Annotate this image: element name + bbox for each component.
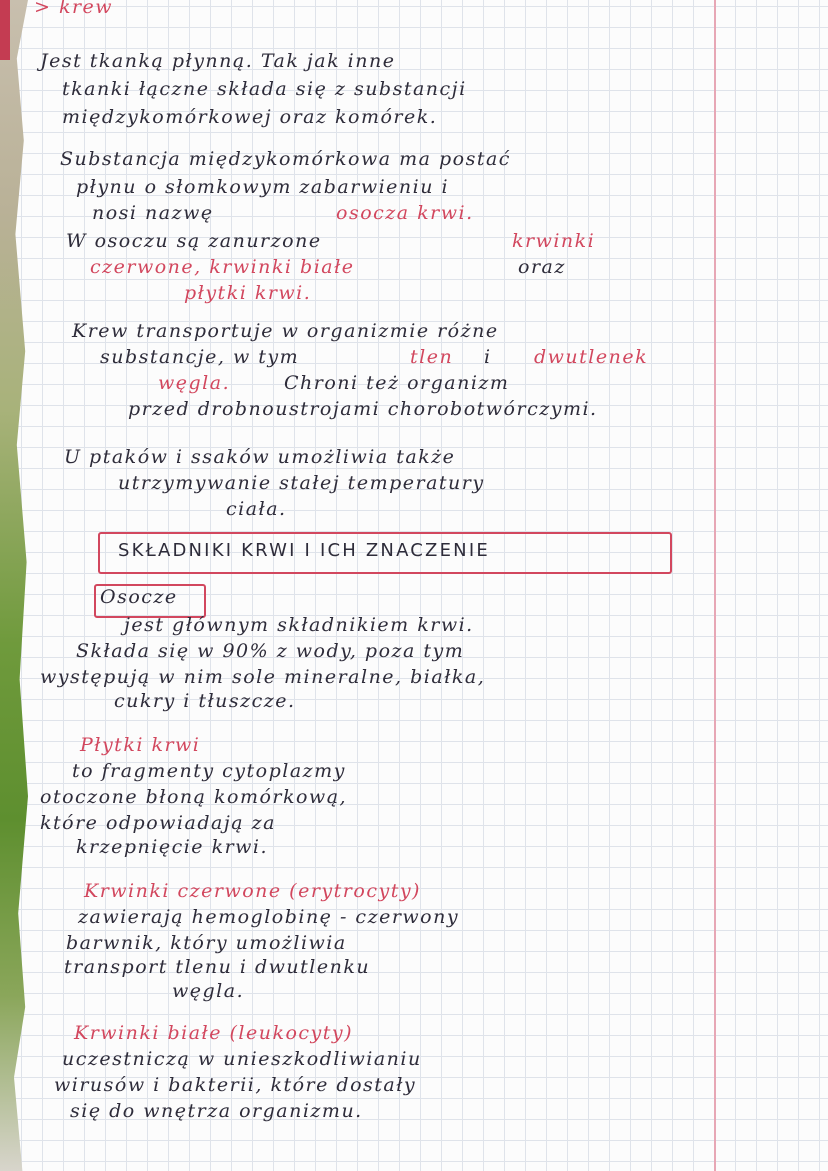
highlight-term: dwutlenek bbox=[534, 346, 649, 368]
text-line: płynu o słomkowym zabarwieniu i bbox=[76, 176, 450, 198]
highlight-term: tlen bbox=[410, 346, 454, 368]
text-line: W osoczu są zanurzone bbox=[66, 230, 322, 252]
text-line: utrzymywanie stałej temperatury bbox=[118, 472, 485, 494]
highlight-term: węgla. bbox=[158, 372, 231, 394]
subsection-title: Krwinki białe (leukocyty) bbox=[74, 1022, 354, 1044]
text-line: barwnik, który umożliwia bbox=[66, 932, 347, 954]
text-line: międzykomórkowej oraz komórek. bbox=[62, 106, 438, 128]
text-line: to fragmenty cytoplazmy bbox=[72, 760, 346, 782]
highlight-term: płytki krwi. bbox=[184, 282, 312, 304]
section-heading: SKŁADNIKI KRWI I ICH ZNACZENIE bbox=[118, 540, 490, 561]
text-line: U ptaków i ssaków umożliwia także bbox=[64, 446, 456, 468]
text-line: Substancja międzykomórkowa ma postać bbox=[60, 148, 511, 170]
text-line: i bbox=[484, 346, 492, 368]
page-tab bbox=[0, 0, 10, 60]
text-line: uczestniczą w unieszkodliwianiu bbox=[62, 1048, 422, 1070]
text-line: jest głównym składnikiem krwi. bbox=[124, 614, 474, 636]
text-line: zawierają hemoglobinę - czerwony bbox=[78, 906, 460, 928]
text-line: tkanki łączne składa się z substancji bbox=[62, 78, 467, 100]
text-line: substancje, w tym bbox=[100, 346, 300, 368]
text-line: Chroni też organizm bbox=[284, 372, 510, 394]
text-line: Krew transportuje w organizmie różne bbox=[72, 320, 499, 342]
text-line: wirusów i bakterii, które dostały bbox=[54, 1074, 417, 1096]
highlight-term: osocza krwi. bbox=[336, 202, 474, 224]
text-line: występują w nim sole mineralne, białka, bbox=[40, 666, 486, 688]
osocze-label: Osocze bbox=[100, 586, 178, 608]
page-title: > krew bbox=[34, 0, 114, 18]
text-line: krzepnięcie krwi. bbox=[76, 836, 269, 858]
text-line: oraz bbox=[518, 256, 566, 278]
text-line: które odpowiadają za bbox=[40, 812, 276, 834]
text-line: przed drobnoustrojami chorobotwórczymi. bbox=[128, 398, 598, 420]
text-line: nosi nazwę bbox=[92, 202, 214, 224]
text-line: cukry i tłuszcze. bbox=[114, 690, 296, 712]
text-line: otoczone błoną komórkową, bbox=[40, 786, 348, 808]
text-line: ciała. bbox=[226, 498, 287, 520]
highlight-term: czerwone, krwinki białe bbox=[90, 256, 355, 278]
text-line: transport tlenu i dwutlenku bbox=[64, 956, 371, 978]
text-line: Składa się w 90% z wody, poza tym bbox=[76, 640, 465, 662]
margin-line bbox=[714, 0, 716, 1171]
highlight-term: krwinki bbox=[512, 230, 596, 252]
subsection-title: Krwinki czerwone (erytrocyty) bbox=[84, 880, 421, 902]
text-line: Jest tkanką płynną. Tak jak inne bbox=[40, 50, 396, 72]
subsection-title: Płytki krwi bbox=[80, 734, 201, 756]
text-line: węgla. bbox=[172, 980, 245, 1002]
text-line: się do wnętrza organizmu. bbox=[70, 1100, 363, 1122]
